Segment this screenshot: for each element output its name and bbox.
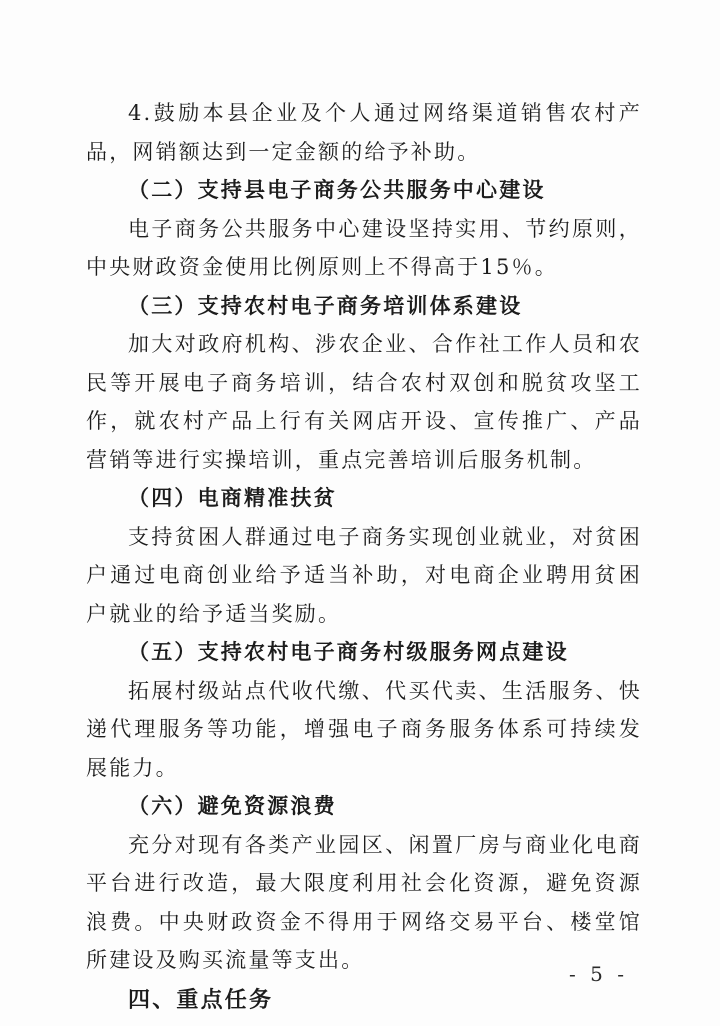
page-number: - 5 - — [569, 962, 628, 986]
section-heading-2: （二）支持县电子商务公共服务中心建设 — [128, 177, 546, 202]
paragraph-avoid-waste: 充分对现有各类产业园区、闲置厂房与商业化电商平台进行改造，最大限度利用社会化资源，避免资源浪费。中央财政资金不得用于网络交易平台、楼堂馆所建设及购买流量等支出。 — [86, 832, 642, 972]
chapter-heading-key-tasks: 四、重点任务 — [128, 986, 274, 1013]
paragraph-public-service-center: 电子商务公共服务中心建设坚持实用、节约原则，中央财政资金使用比例原则上不得高于15％。 — [86, 216, 642, 279]
paragraph-village-service-points: 拓展村级站点代收代缴、代买代卖、生活服务、快递代理服务等功能，增强电子商务服务体系可持续发展能力。 — [86, 678, 642, 780]
section-heading-3: （三）支持农村电子商务培训体系建设 — [128, 292, 523, 318]
paragraph-training-system: 加大对政府机构、涉农企业、合作社工作人员和农民等开展电子商务培训，结合农村双创和脱贫攻坚工作，就农村产品上行有关网店开设、宣传推广、产品营销等进行实操培训，重点完善培训后服务机制。 — [86, 332, 642, 472]
section-heading-5: （五）支持农村电子商务村级服务网点建设 — [128, 639, 569, 664]
paragraph-poverty-alleviation: 支持贫困人群通过电子商务实现创业就业，对贫困户通过电商创业给予适当补助，对电商企业聘用贫困户就业的给予适当奖励。 — [86, 524, 642, 626]
section-heading-4: （四）电商精准扶贫 — [128, 485, 337, 510]
document-body — [86, 94, 642, 1020]
section-heading-6: （六）避免资源浪费 — [128, 793, 337, 818]
paragraph-4-encourage-online-sales: 4.鼓励本县企业及个人通过网络渠道销售农村产品，网销额达到一定金额的给予补助。 — [86, 101, 642, 164]
